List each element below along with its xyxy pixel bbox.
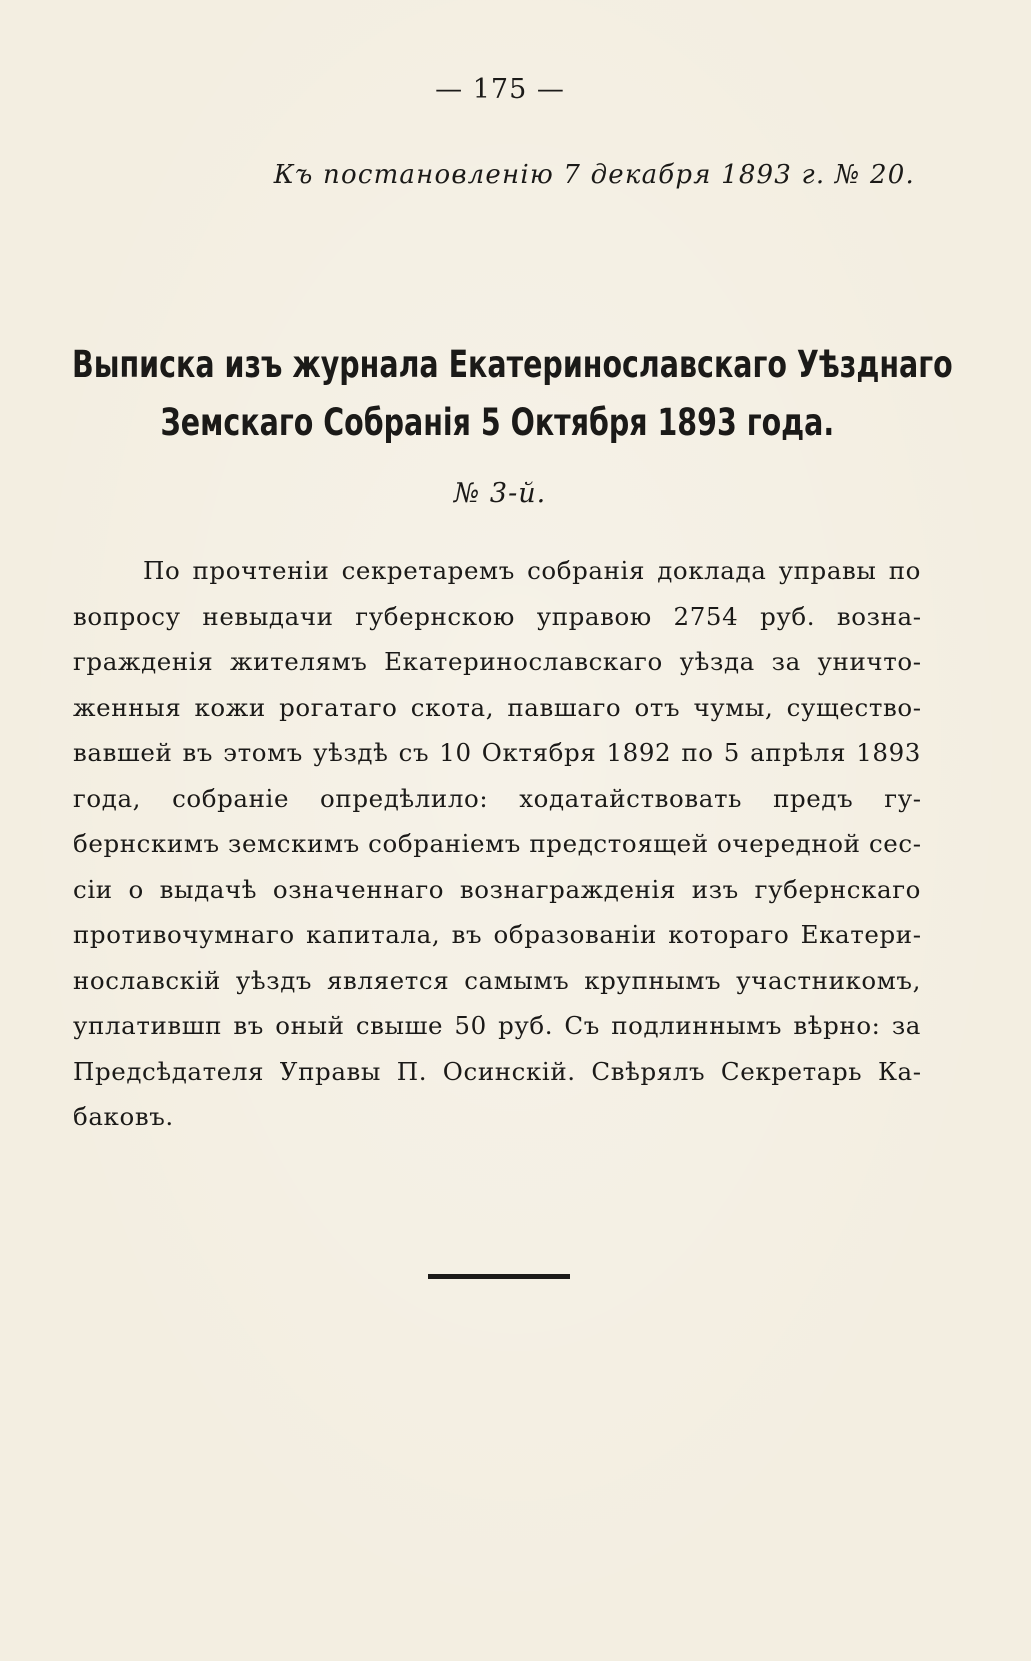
document-title [72,336,953,452]
page-number: — 175 — [435,74,565,105]
item-number: № 3-й. [453,478,547,509]
reference-line: Къ постановленію 7 декабря 1893 г. № 20. [273,160,915,190]
body-paragraph: По прочтеніи секретаремъ собранія доклада управы по вопросу невыдачи губернскою управою 2754 руб. вознагражденія жителямъ Екатеринославскаго уѣзда за уничтоженныя кожи рогатаго скота, павшаго отъ чумы, существовавшей въ этомъ уѣздѣ съ 10 Октября 1892 по 5 апрѣля 1893 года, собраніе опредѣлило: ходатайствовать предъ губернскимъ земскимъ собраніемъ предстоящей очередной сессіи о выдачѣ означеннаго вознагражденія изъ губернскаго противочумнаго капитала, въ образованіи котораго Екатеринославскій уѣздъ является самымъ крупнымъ участникомъ, уплатившп въ оный свыше 50 руб. Съ подлиннымъ вѣрно: за Предсѣдателя Управы П. Осинскій. Свѣрялъ Секретарь Кабаковъ. [73,556,921,1131]
title-line-1: Выписка изъ журнала Екатеринославскаго Уѣзднаго [72,343,953,386]
title-line-2: Земскаго Собранія 5 Октября 1893 года. [160,401,835,444]
closing-rule [428,1274,570,1279]
